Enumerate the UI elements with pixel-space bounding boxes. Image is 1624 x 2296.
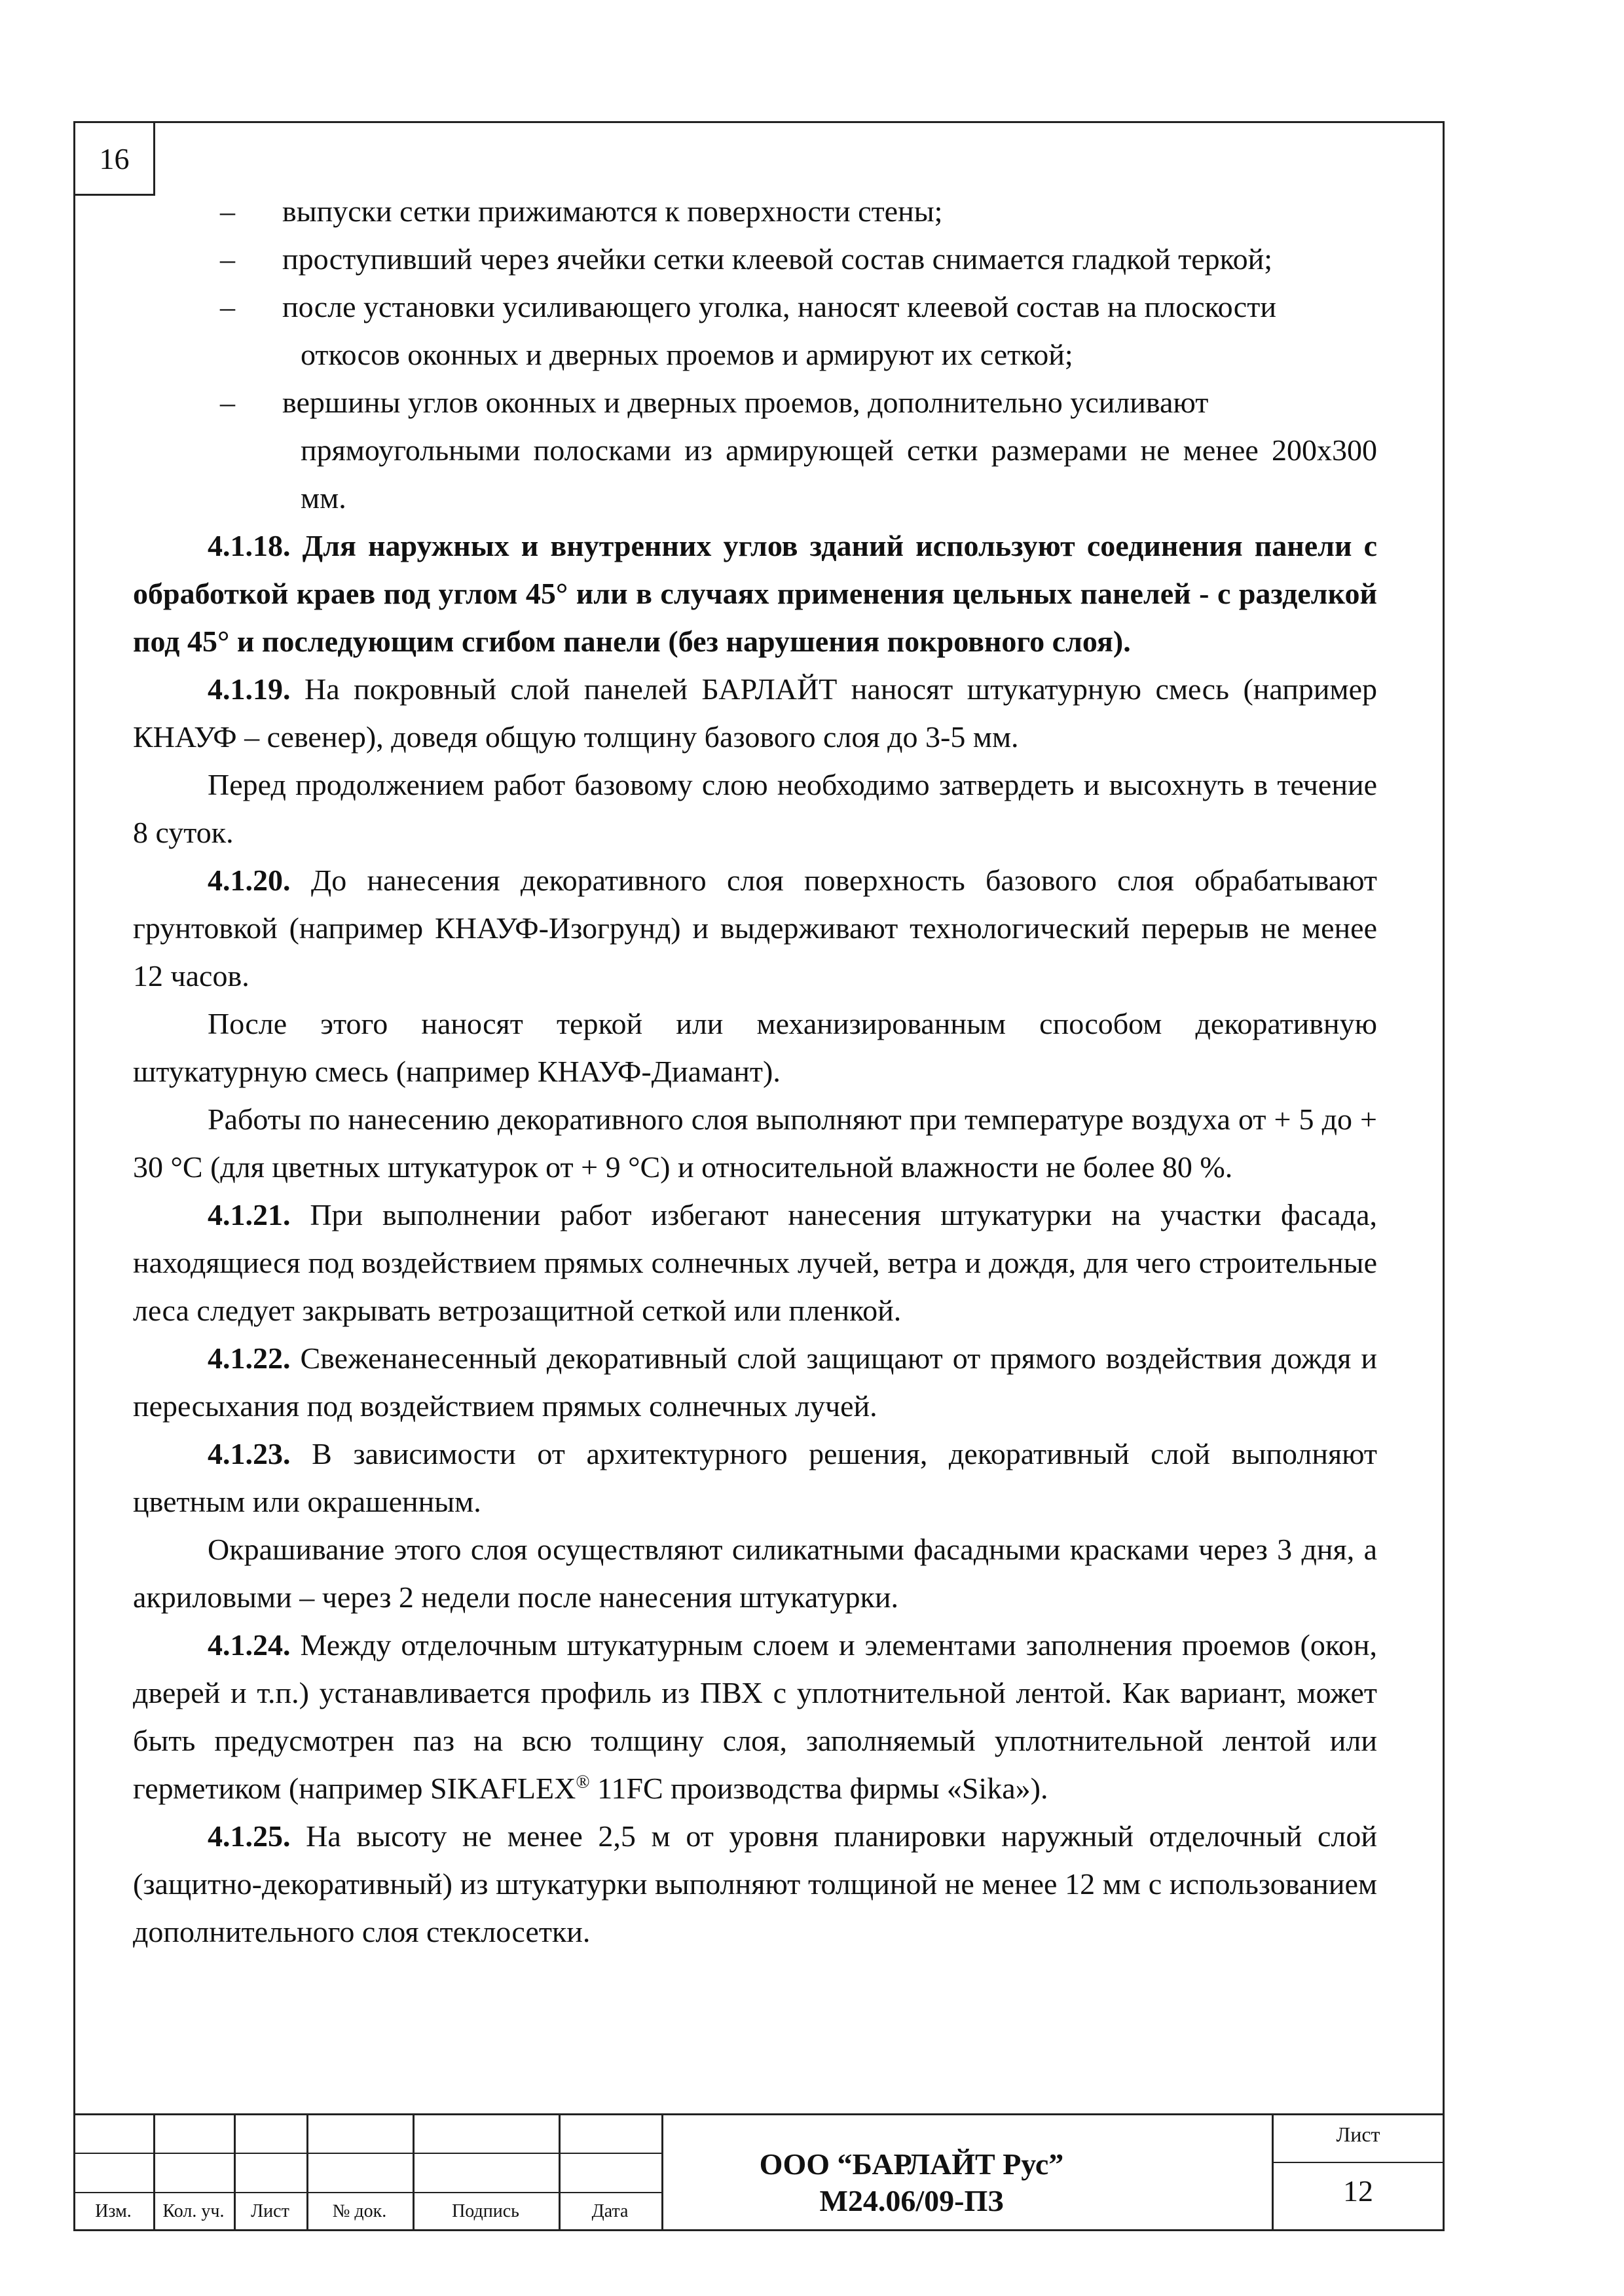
- document-body: [133, 187, 1377, 1956]
- paragraph: [133, 1525, 1377, 1621]
- clause-number: 4.1.19.: [208, 672, 291, 706]
- sheet-number: 12: [1343, 2174, 1373, 2208]
- label-signature: Подпись: [452, 2201, 519, 2221]
- paragraph-text: В зависимости от архитектурного решения, декоративный слой выполняют цветным или окрашенным.: [133, 1437, 1377, 1518]
- page-number: 16: [73, 121, 155, 196]
- list-item-text: вершины углов оконных и дверных проемов, дополнительно усиливают: [282, 386, 1209, 419]
- clause-number: 4.1.23.: [208, 1437, 291, 1470]
- paragraph-text: Окрашивание этого слоя осуществляют силикатными фасадными красками через 3 дня, а акриловыми – через 2 недели после нанесения штукатурки.: [133, 1533, 1377, 1614]
- label-change: Изм.: [95, 2201, 132, 2221]
- paragraph-text: Между отделочным штукатурным слоем и элементами заполнения проемов (окон, дверей и т.п.) устанавливается профиль из ПВХ с уплотнительной лентой. Как вариант, может быть предусмотрен паз на всю толщину слоя, заполняемый уплотнительной лентой или герметиком (например SIKAFLEX: [133, 1628, 1377, 1805]
- paragraph-text: Свеженанесенный декоративный слой защищают от прямого воздействия дождя и пересыхания под воздействием прямых солнечных лучей.: [133, 1341, 1377, 1423]
- paragraph-4-1-22: [133, 1334, 1377, 1430]
- paragraph-4-1-23: [133, 1430, 1377, 1525]
- title-block: [73, 2113, 1445, 2231]
- list-item-text: после установки усиливающего уголка, наносят клеевой состав на плоскости: [282, 290, 1276, 323]
- list-item: – после установки усиливающего уголка, наносят клеевой состав на плоскости откосов оконных и дверных проемов и армируют их сеткой;: [133, 283, 1377, 378]
- label-qty: Кол. уч.: [162, 2201, 225, 2221]
- clause-number: 4.1.25.: [208, 1819, 291, 1853]
- list-item-continuation: откосов оконных и дверных проемов и армируют их сеткой;: [301, 338, 1073, 371]
- paragraph-text: После этого наносят теркой или механизированным способом декоративную штукатурную смесь (например КНАУФ-Диамант).: [133, 1007, 1377, 1088]
- organization-name: ООО “БАРЛАЙТ Рус”: [759, 2147, 1064, 2181]
- paragraph-4-1-25: [133, 1812, 1377, 1956]
- paragraph-text: До нанесения декоративного слоя поверхность базового слоя обрабатывают грунтовкой (например КНАУФ-Изогрунд) и выдерживают технологический перерыв не менее 12 часов.: [133, 864, 1378, 993]
- paragraph-text: Перед продолжением работ базовому слою необходимо затвердеть и высохнуть в течение 8 суток.: [133, 768, 1377, 849]
- list-item-continuation: прямоугольными полосками из армирующей сетки размерами не менее 200х300 мм.: [301, 433, 1377, 515]
- list-item-text: выпуски сетки прижимаются к поверхности стены;: [282, 194, 943, 228]
- paragraph: [133, 1095, 1377, 1191]
- paragraph-text: Для наружных и внутренних углов зданий используют соединения панели с обработкой краев под углом 45° или в случаях применения цельных панелей - с разделкой под 45° и последующим сгибом панели (без нарушения покровного слоя).: [133, 529, 1377, 658]
- sheet-label: Лист: [1336, 2123, 1380, 2146]
- clause-number: 4.1.18.: [208, 529, 291, 562]
- clause-number: 4.1.20.: [208, 864, 291, 897]
- label-sheet: Лист: [251, 2201, 289, 2221]
- paragraph-text: Работы по нанесению декоративного слоя выполняют при температуре воздуха от + 5 до + 30 °С (для цветных штукатурок от + 9 °С) и относительной влажности не более 80 %.: [133, 1102, 1377, 1184]
- paragraph-text: При выполнении работ избегают нанесения штукатурки на участки фасада, находящиеся под воздействием прямых солнечных лучей, ветра и дождя, для чего строительные леса следует закрывать ветрозащитной сеткой или пленкой.: [133, 1198, 1377, 1327]
- paragraph-text: На покровный слой панелей БАРЛАЙТ наносят штукатурную смесь (например КНАУФ – севенер), доведя общую толщину базового слоя до 3-5 мм.: [133, 672, 1377, 754]
- label-doc-no: № док.: [332, 2201, 387, 2221]
- organization-block: [663, 2146, 1160, 2219]
- paragraph: [133, 1000, 1377, 1095]
- paragraph: [133, 761, 1377, 856]
- clause-number: 4.1.21.: [208, 1198, 291, 1231]
- list-item-text: проступивший через ячейки сетки клеевой состав снимается гладкой теркой;: [282, 242, 1273, 276]
- registered-mark: ®: [576, 1772, 590, 1793]
- paragraph-4-1-19: [133, 665, 1377, 761]
- paragraph-text: На высоту не менее 2,5 м от уровня планировки наружный отделочный слой (защитно-декоративный) из штукатурки выполняют толщиной не менее 12 мм с использованием дополнительного слоя стеклосетки.: [133, 1819, 1378, 1948]
- paragraph-4-1-24: [133, 1621, 1377, 1812]
- paragraph-4-1-20: [133, 856, 1377, 1000]
- clause-number: 4.1.24.: [208, 1628, 291, 1662]
- paragraph-4-1-21: [133, 1191, 1377, 1334]
- label-date: Дата: [591, 2201, 629, 2221]
- clause-number: 4.1.22.: [208, 1341, 291, 1375]
- list-item: – вершины углов оконных и дверных проемов, дополнительно усиливают прямоугольными полосками из армирующей сетки размерами не менее 200х300 мм.: [133, 378, 1377, 522]
- paragraph-text: 11FC производства фирмы «Sika»).: [589, 1772, 1048, 1805]
- list-item: – выпуски сетки прижимаются к поверхности стены;: [220, 194, 943, 228]
- document-code: М24.06/09-ПЗ: [819, 2184, 1004, 2217]
- paragraph-4-1-18: [133, 522, 1377, 665]
- list-item: – проступивший через ячейки сетки клеевой состав снимается гладкой теркой;: [220, 242, 1273, 276]
